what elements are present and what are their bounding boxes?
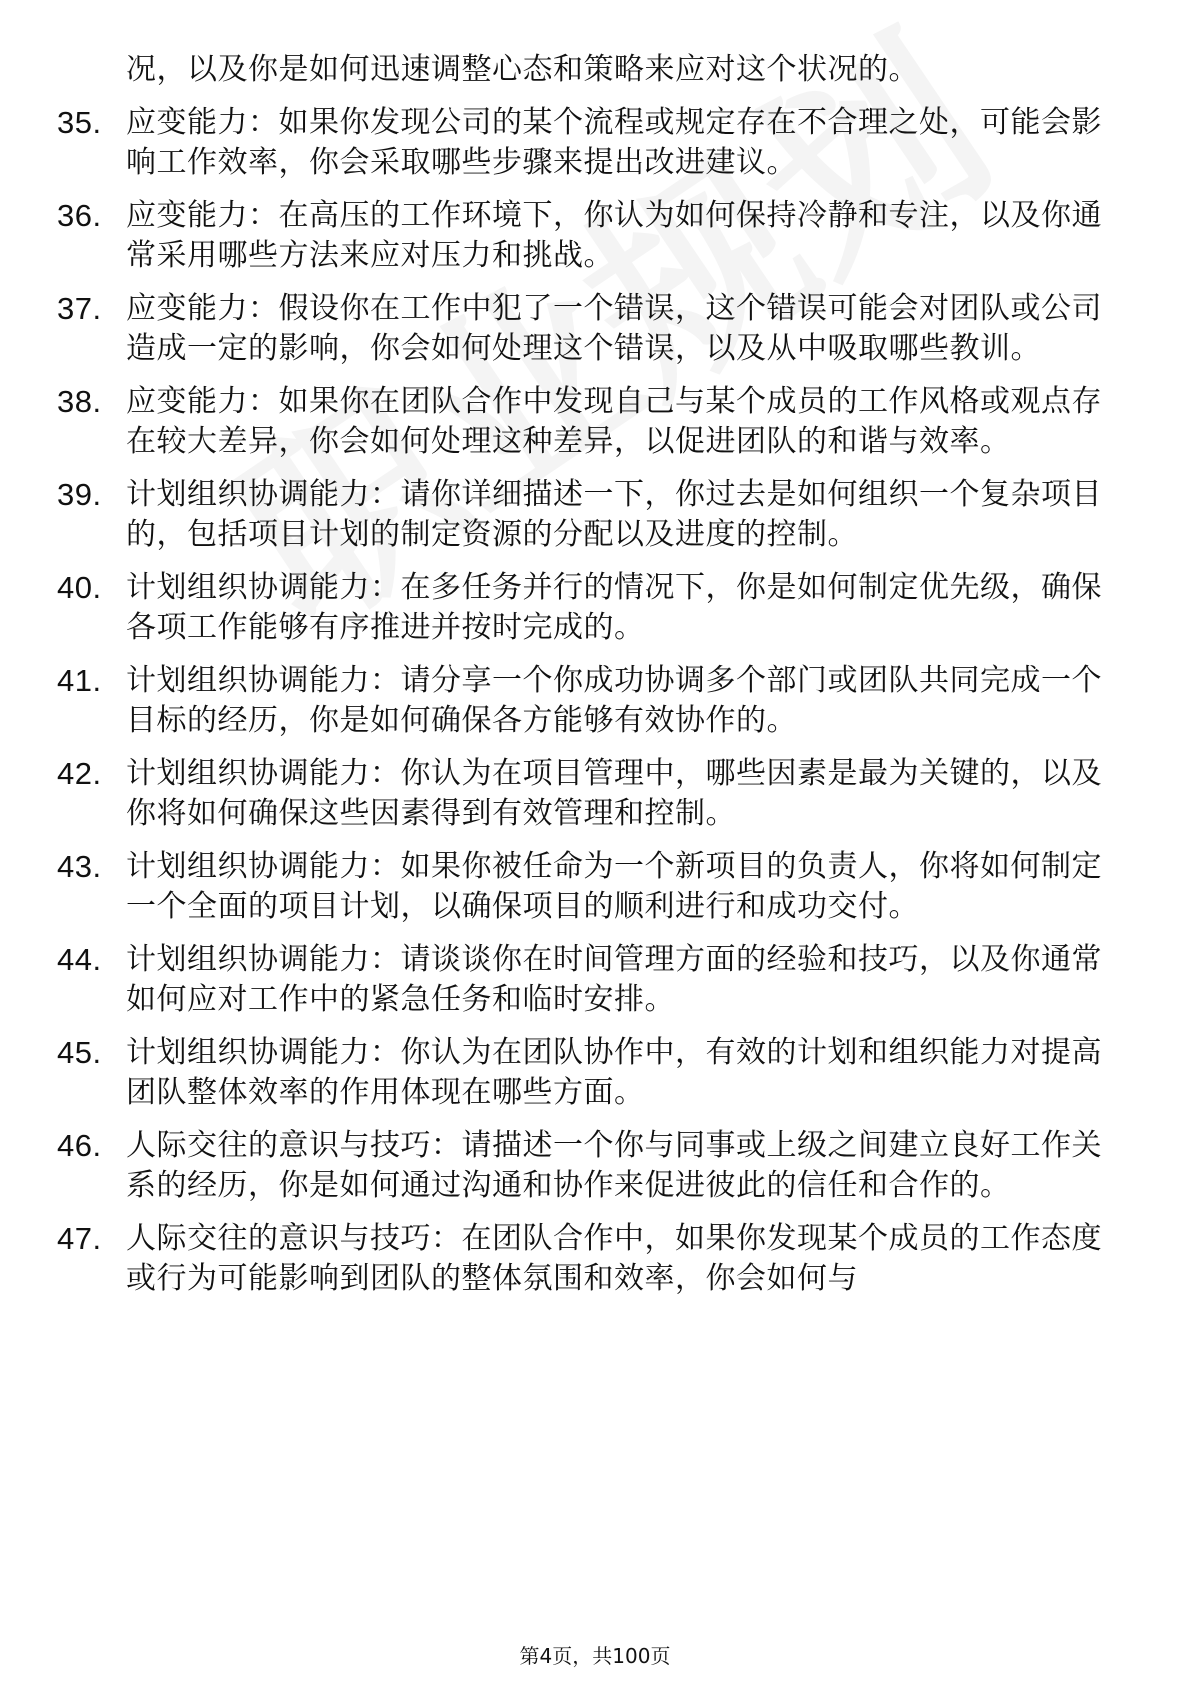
- item-number: 35.: [57, 105, 102, 140]
- item-number: 47.: [57, 1221, 102, 1256]
- item-text: 计划组织协调能力：你认为在项目管理中，哪些因素是最为关键的，以及你将如何确保这些因素得到有效管理和控制。: [126, 756, 1102, 831]
- list-item: [0, 568, 1190, 648]
- list-item: [0, 940, 1190, 1020]
- list-item: [0, 103, 1190, 183]
- list-item: [0, 1126, 1190, 1206]
- item-text: 计划组织协调能力：如果你被任命为一个新项目的负责人，你将如何制定一个全面的项目计划，以确保项目的顺利进行和成功交付。: [126, 849, 1102, 924]
- item-text: 计划组织协调能力：请你详细描述一下，你过去是如何组织一个复杂项目的，包括项目计划的制定资源的分配以及进度的控制。: [126, 477, 1102, 552]
- list-item: [0, 382, 1190, 462]
- list-item: [0, 847, 1190, 927]
- item-text: 计划组织协调能力：请谈谈你在时间管理方面的经验和技巧，以及你通常如何应对工作中的紧急任务和临时安排。: [126, 942, 1102, 1017]
- item-number: 46.: [57, 1128, 102, 1163]
- item-number: 43.: [57, 849, 102, 884]
- list-item: [0, 1033, 1190, 1113]
- item-number: 36.: [57, 198, 102, 233]
- item-number: 38.: [57, 384, 102, 419]
- item-text: 应变能力：假设你在工作中犯了一个错误，这个错误可能会对团队或公司造成一定的影响，你会如何处理这个错误，以及从中吸取哪些教训。: [126, 291, 1102, 366]
- item-number: 44.: [57, 942, 102, 977]
- item-number: 40.: [57, 570, 102, 605]
- list-item: [0, 661, 1190, 741]
- item-number: 41.: [57, 663, 102, 698]
- item-text: 应变能力：如果你发现公司的某个流程或规定存在不合理之处，可能会影响工作效率，你会采取哪些步骤来提出改进建议。: [126, 105, 1102, 180]
- list-item: [0, 289, 1190, 369]
- list-item: [0, 754, 1190, 834]
- item-text: 人际交往的意识与技巧：在团队合作中，如果你发现某个成员的工作态度或行为可能影响到团队的整体氛围和效率，你会如何与: [126, 1221, 1102, 1296]
- item-text: 计划组织协调能力：在多任务并行的情况下，你是如何制定优先级，确保各项工作能够有序推进并按时完成的。: [126, 570, 1102, 645]
- item-text: 计划组织协调能力：你认为在团队协作中，有效的计划和组织能力对提高团队整体效率的作用体现在哪些方面。: [126, 1035, 1102, 1110]
- continuation-text: 况，以及你是如何迅速调整心态和策略来应对这个状况的。: [126, 52, 919, 87]
- list-item: [0, 475, 1190, 555]
- page-content: [0, 50, 1190, 1312]
- item-number: 42.: [57, 756, 102, 791]
- item-number: 45.: [57, 1035, 102, 1070]
- item-text: 人际交往的意识与技巧：请描述一个你与同事或上级之间建立良好工作关系的经历，你是如何通过沟通和协作来促进彼此的信任和合作的。: [126, 1128, 1102, 1203]
- list-item: [0, 196, 1190, 276]
- list-item: [0, 1219, 1190, 1299]
- item-number: 37.: [57, 291, 102, 326]
- item-number: 39.: [57, 477, 102, 512]
- item-text: 应变能力：在高压的工作环境下，你认为如何保持冷静和专注，以及你通常采用哪些方法来应对压力和挑战。: [126, 198, 1102, 273]
- item-text: 应变能力：如果你在团队合作中发现自己与某个成员的工作风格或观点存在较大差异，你会如何处理这种差异，以促进团队的和谐与效率。: [126, 384, 1102, 459]
- page-footer: 第4页，共100页: [519, 1644, 671, 1668]
- item-text: 计划组织协调能力：请分享一个你成功协调多个部门或团队共同完成一个目标的经历，你是如何确保各方能够有效协作的。: [126, 663, 1102, 738]
